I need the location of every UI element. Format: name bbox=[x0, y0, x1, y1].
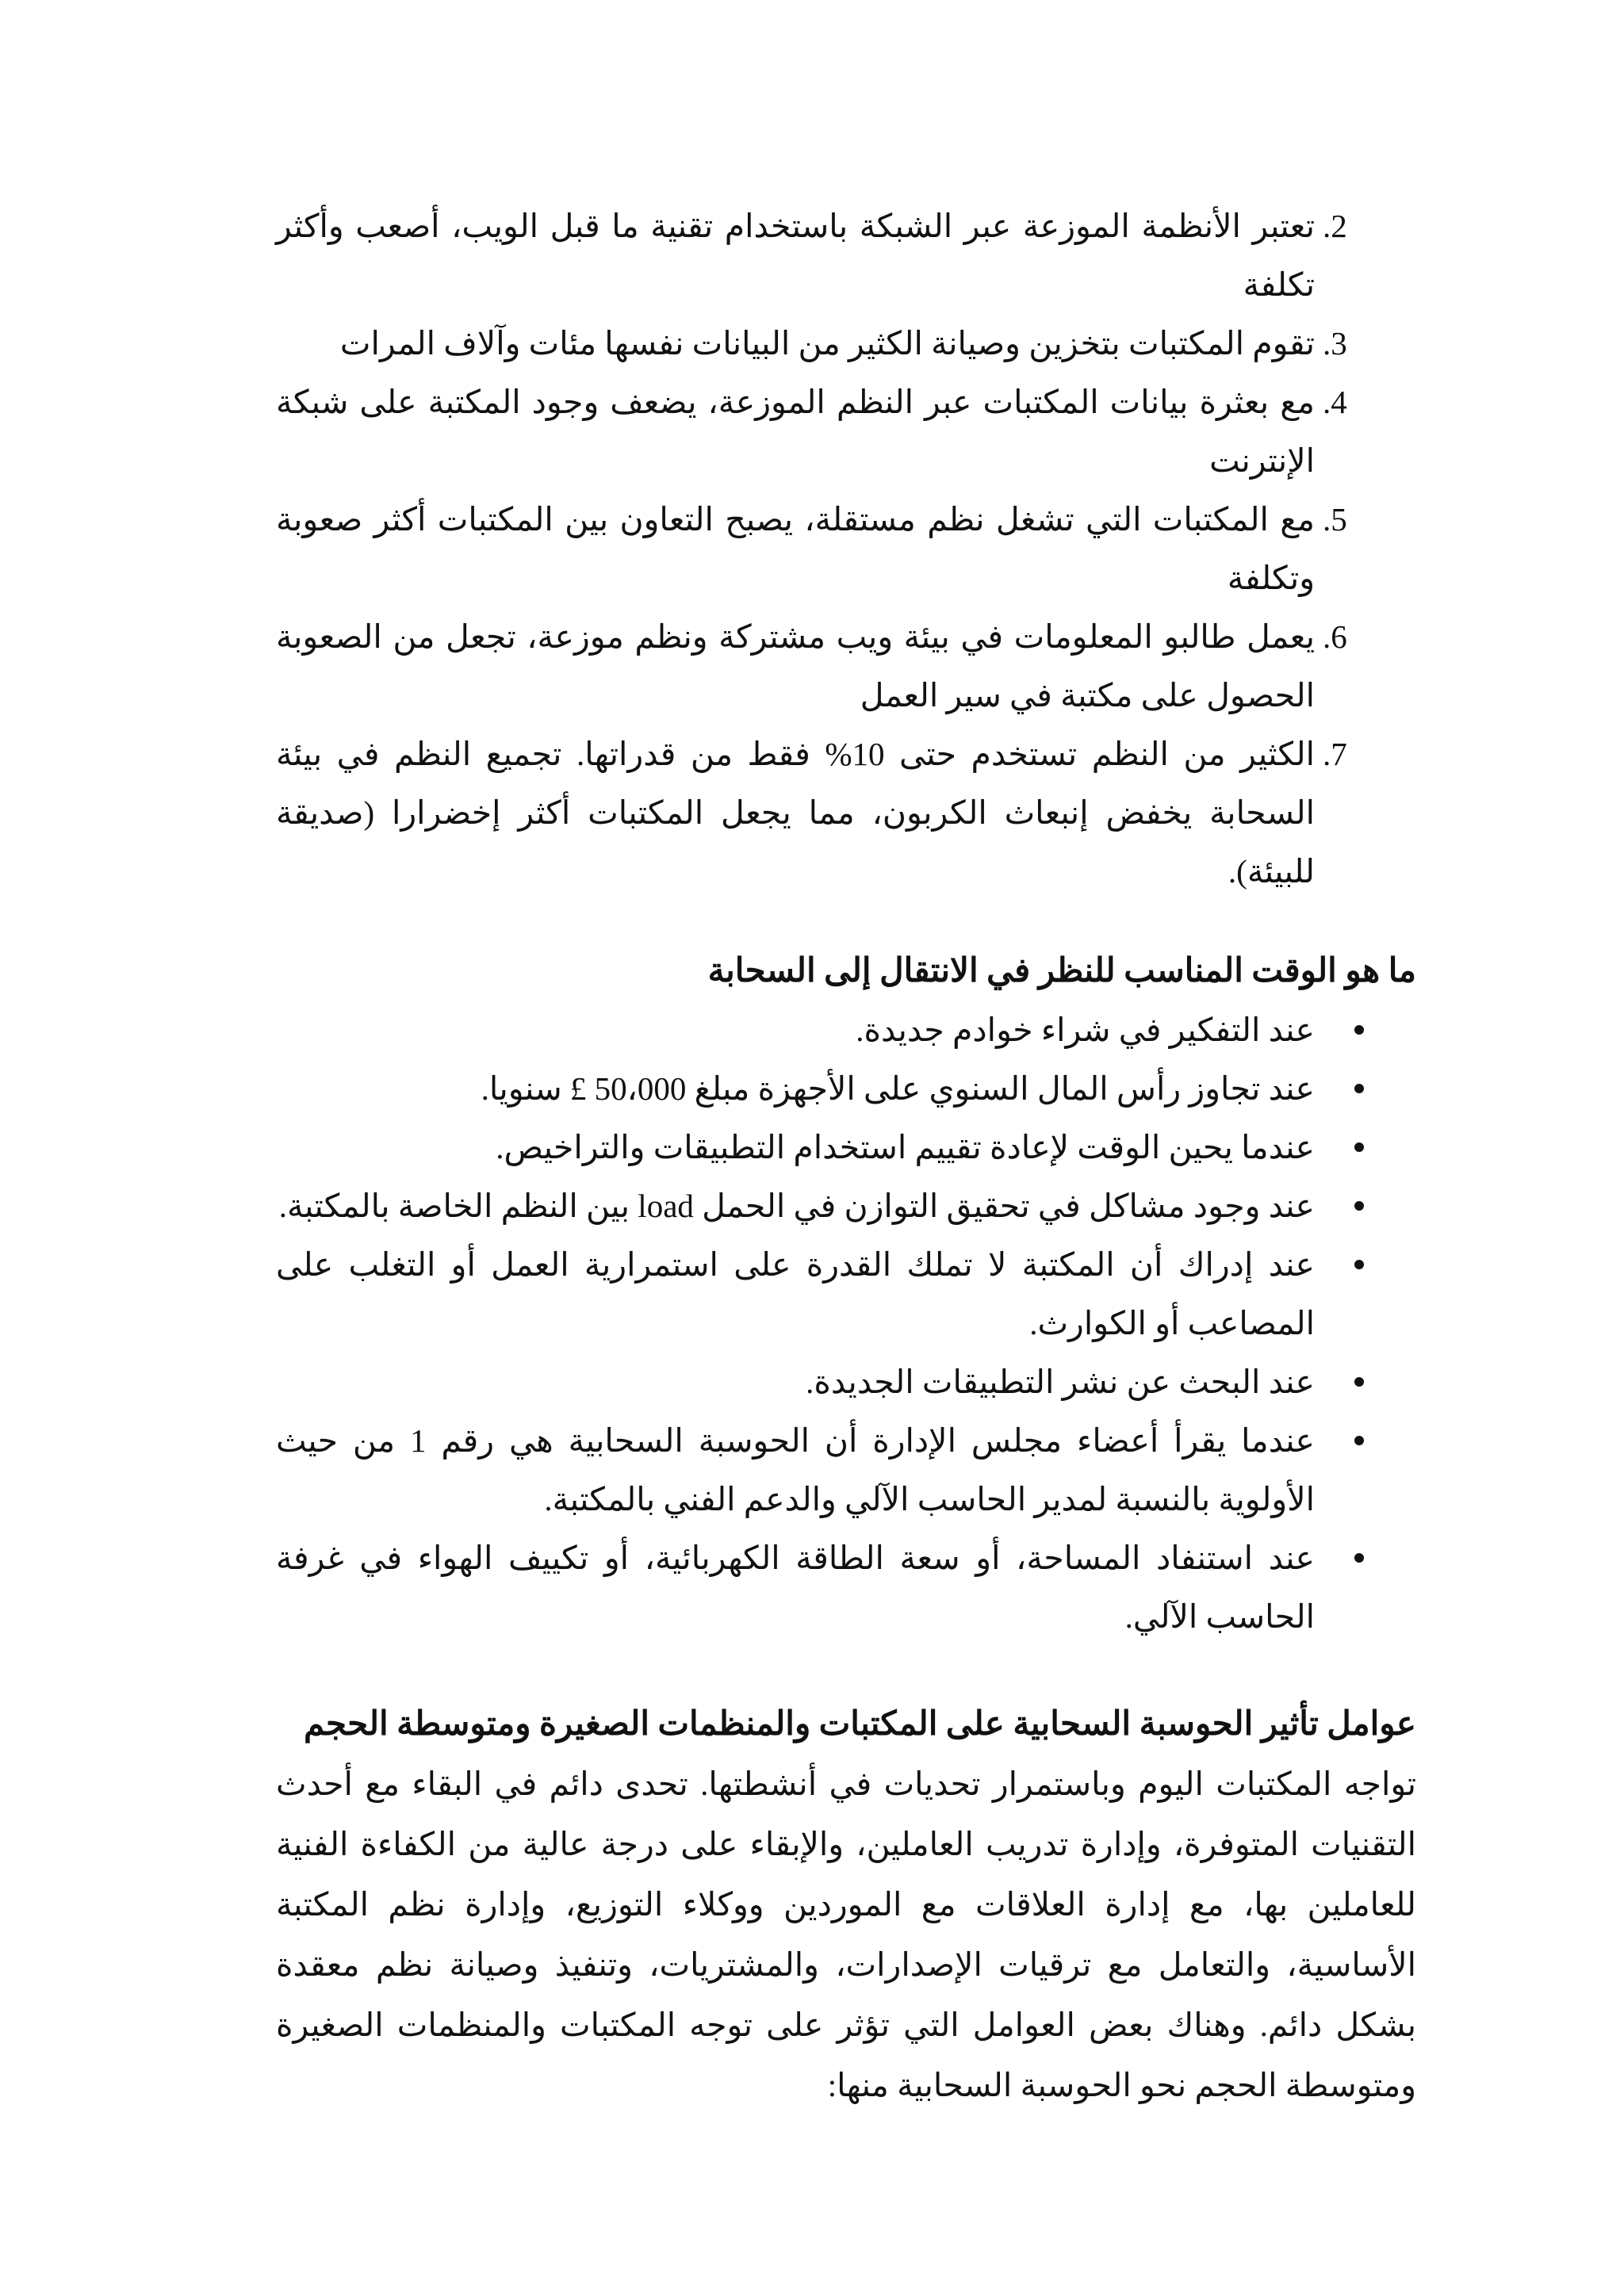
section-heading-when-to-move: ما هو الوقت المناسب للنظر في الانتقال إلى السحابة bbox=[707, 953, 1416, 989]
item-number: .7 bbox=[1323, 736, 1347, 772]
bullet-item bbox=[276, 1529, 1416, 1646]
bullet-text: عند استنفاد المساحة، أو سعة الطاقة الكهربائية، أو تكييف الهواء في غرفة الحاسب الآلي. bbox=[276, 1540, 1315, 1635]
list-item bbox=[276, 490, 1416, 607]
item-number: .4 bbox=[1323, 384, 1347, 420]
section-heading-factors: عوامل تأثير الحوسبة السحابية على المكتبات والمنظمات الصغيرة ومتوسطة الحجم bbox=[304, 1706, 1416, 1743]
item-text: مع المكتبات التي تشغل نظم مستقلة، يصبح التعاون بين المكتبات أكثر صعوبة وتكلفة bbox=[276, 501, 1315, 596]
bullet-dot-icon bbox=[1354, 1201, 1364, 1211]
bullet-item bbox=[276, 1353, 1416, 1411]
item-text: يعمل طالبو المعلومات في بيئة ويب مشتركة ونظم موزعة، تجعل من الصعوبة الحصول على مكتبة في سير العمل bbox=[276, 618, 1315, 714]
bullet-item bbox=[276, 1059, 1416, 1118]
item-number: .5 bbox=[1323, 501, 1347, 538]
item-number: .6 bbox=[1323, 618, 1347, 655]
bullet-text: عندما يقرأ أعضاء مجلس الإدارة أن الحوسبة السحابية هي رقم 1 من حيث الأولوية بالنسبة لمدير الحاسب الآلي والدعم الفني بالمكتبة. bbox=[276, 1422, 1315, 1517]
bullet-dot-icon bbox=[1354, 1260, 1364, 1269]
item-text: مع بعثرة بيانات المكتبات عبر النظم الموزعة، يضعف وجود المكتبة على شبكة الإنترنت bbox=[276, 384, 1315, 479]
item-text: الكثير من النظم تستخدم حتى 10% فقط من قدراتها. تجميع النظم في بيئة السحابة يخفض إنبعاث الكربون، مما يجعل المكتبات أكثر إخضرارا (صديقة للبيئة). bbox=[276, 736, 1315, 890]
list-item bbox=[276, 725, 1416, 901]
bullet-text: عند تجاوز رأس المال السنوي على الأجهزة مبلغ 50،000 £ سنويا. bbox=[481, 1070, 1315, 1107]
bullet-item bbox=[276, 1235, 1416, 1353]
item-number: .3 bbox=[1323, 325, 1347, 362]
bullet-dot-icon bbox=[1354, 1025, 1364, 1035]
bullet-dot-icon bbox=[1354, 1142, 1364, 1152]
bullet-item bbox=[276, 1001, 1416, 1059]
item-text: تعتبر الأنظمة الموزعة عبر الشبكة باستخدام تقنية ما قبل الويب، أصعب وأكثر تكلفة bbox=[276, 208, 1315, 303]
bullet-dot-icon bbox=[1354, 1436, 1364, 1445]
bullet-item bbox=[276, 1118, 1416, 1177]
bullet-list bbox=[276, 1001, 1416, 1646]
document-page bbox=[276, 197, 1416, 2115]
list-item bbox=[276, 373, 1416, 490]
list-item bbox=[276, 607, 1416, 725]
bullet-dot-icon bbox=[1354, 1084, 1364, 1093]
bullet-item bbox=[276, 1411, 1416, 1529]
list-item bbox=[276, 314, 1416, 373]
list-item bbox=[276, 197, 1416, 314]
bullet-text: عند إدراك أن المكتبة لا تملك القدرة على استمرارية العمل أو التغلب على المصاعب أو الكوارث. bbox=[276, 1246, 1315, 1341]
bullet-item bbox=[276, 1177, 1416, 1235]
bullet-dot-icon bbox=[1354, 1377, 1364, 1387]
item-text: تقوم المكتبات بتخزين وصيانة الكثير من البيانات نفسها مئات وآلاف المرات bbox=[339, 325, 1315, 362]
bullet-text: عند البحث عن نشر التطبيقات الجديدة. bbox=[806, 1364, 1315, 1400]
factors-paragraph: تواجه المكتبات اليوم وباستمرار تحديات في أنشطتها. تحدى دائم في البقاء مع أحدث التقنيات المتوفرة، وإدارة تدريب العاملين، والإبقاء على درجة عالية من الكفاءة الفنية للعاملين بها، مع إدارة العلاقات مع الموردين ووكلاء التوزيع، وإدارة نظم المكتبة الأساسية، والتعامل مع ترقيات الإصدارات، والمشتريات، وتنفيذ وصيانة نظم معقدة بشكل دائم. وهناك بعض العوامل التي تؤثر على توجه المكتبات والمنظمات الصغيرة ومتوسطة الحجم نحو الحوسبة السحابية منها: bbox=[276, 1766, 1416, 2103]
bullet-text: عند التفكير في شراء خوادم جديدة. bbox=[856, 1012, 1315, 1048]
item-number: .2 bbox=[1323, 208, 1347, 244]
bullet-text: عندما يحين الوقت لإعادة تقييم استخدام التطبيقات والتراخيص. bbox=[496, 1129, 1315, 1165]
bullet-text: عند وجود مشاكل في تحقيق التوازن في الحمل load بين النظم الخاصة بالمكتبة. bbox=[278, 1188, 1315, 1224]
bullet-dot-icon bbox=[1354, 1553, 1364, 1563]
numbered-list bbox=[276, 197, 1416, 901]
